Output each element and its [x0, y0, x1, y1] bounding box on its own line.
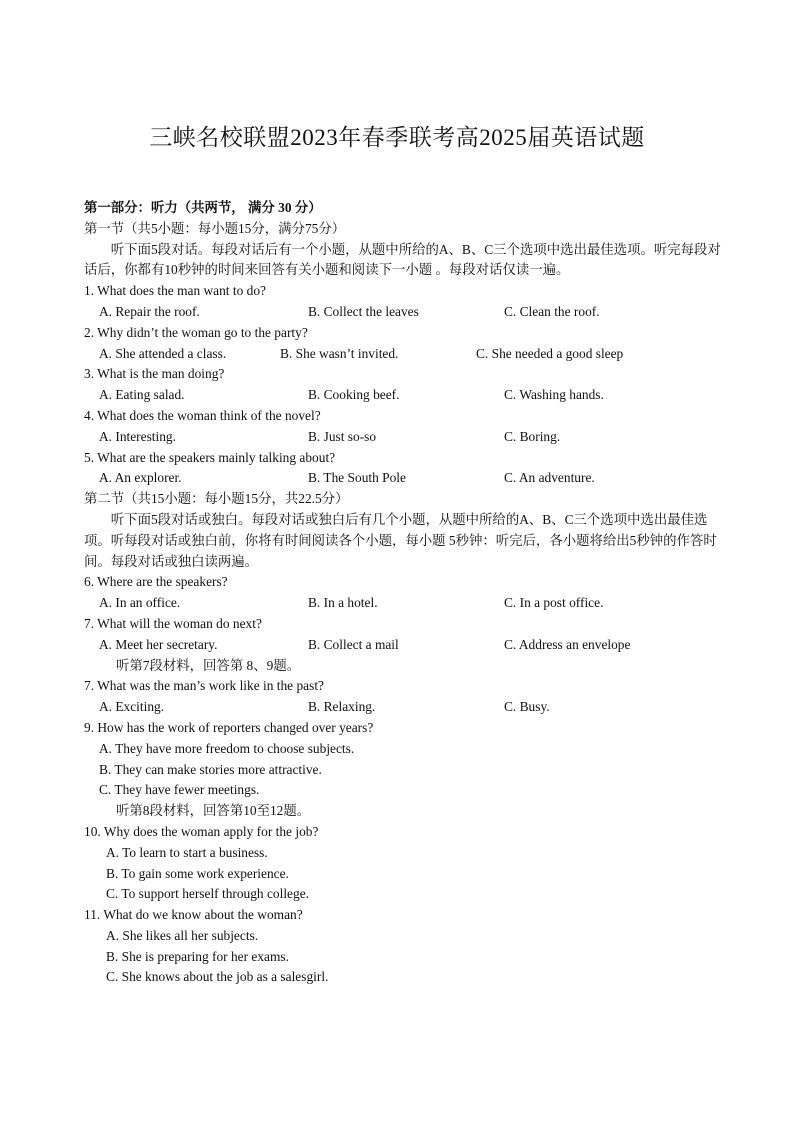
question-11: 11. What do we know about the woman? — [84, 907, 303, 923]
options-1 — [84, 302, 724, 323]
options-5 — [84, 468, 724, 489]
option-b: B. She is preparing for her exams. — [106, 948, 289, 964]
material-note-8: 听第8段材料，回答第10至12题。 — [116, 803, 311, 819]
options-7 — [84, 635, 724, 656]
section2-heading: 第二节（共15小题：每小题15分，共22.5分） — [84, 491, 349, 507]
section1-instructions: 听下面5段对话。每段对话后有一个小题，从题中所给的A、B、C三个选项中选出最佳选项。听完每段对话后，你都有10秒钟的时间来回答有关小题和阅读下一小题 。每段对话仅读一遍。 — [84, 241, 721, 278]
options-8 — [84, 697, 724, 718]
page-title: 三峡名校联盟2023年春季联考高2025届英语试题 — [149, 125, 645, 150]
option-c: C. They have fewer meetings. — [99, 782, 260, 798]
question-10: 10. Why does the woman apply for the job? — [84, 823, 319, 839]
option-c: C. Boring. — [504, 428, 561, 444]
option-b: B. To gain some work experience. — [106, 865, 289, 881]
option-a: A. Eating salad. — [99, 387, 185, 403]
option-b: B. They can make stories more attractive. — [99, 761, 322, 777]
option-c: C. An adventure. — [504, 470, 595, 486]
option-a: A. They have more freedom to choose subjects. — [99, 740, 355, 756]
option-b: B. Just so-so — [308, 428, 377, 444]
material-note-7: 听第7段材料，回答第 8、9题。 — [116, 657, 301, 673]
option-b: B. Collect a mail — [308, 636, 399, 652]
options-4 — [84, 427, 724, 448]
option-c: C. Busy. — [504, 699, 550, 715]
option-b: B. Cooking beef. — [308, 387, 400, 403]
option-a: A. Meet her secretary. — [99, 636, 218, 652]
question-1: 1. What does the man want to do? — [84, 283, 266, 299]
option-c: C. Washing hands. — [504, 387, 604, 403]
question-4: 4. What does the woman think of the novel? — [84, 407, 321, 423]
option-a: A. She attended a class. — [99, 345, 227, 361]
part1-heading: 第一部分：听力（共两节， 满分 30 分） — [84, 200, 322, 215]
exam-content — [84, 198, 724, 988]
option-c: C. She needed a good sleep — [476, 345, 624, 361]
question-6: 6. Where are the speakers? — [84, 574, 228, 590]
option-c: C. In a post office. — [504, 595, 604, 611]
options-3 — [84, 385, 724, 406]
option-a: A. To learn to start a business. — [106, 844, 268, 860]
option-c: C. Address an envelope — [504, 636, 631, 652]
option-c: C. Clean the roof. — [504, 303, 600, 319]
option-b: B. She wasn’t invited. — [280, 345, 399, 361]
option-b: B. Relaxing. — [308, 699, 376, 715]
section2-instructions: 听下面5段对话或独白。每段对话或独白后有几个小题，从题中所给的A、B、C三个选项中选出最佳选项。听每段对话或独白前，你将有时间阅读各个小题，每小题 5秒钟：听完后，各小题将给出5秒钟的作答时间。每段对话或独白读两遍。 — [84, 511, 717, 569]
option-a: A. Repair the roof. — [99, 303, 200, 319]
question-8: 7. What was the man’s work like in the past? — [84, 678, 324, 694]
option-b: B. The South Pole — [308, 470, 406, 486]
question-5: 5. What are the speakers mainly talking about? — [84, 449, 336, 465]
question-2: 2. Why didn’t the woman go to the party? — [84, 324, 308, 340]
options-6 — [84, 593, 724, 614]
option-c: C. To support herself through college. — [106, 886, 309, 902]
option-a: A. An explorer. — [99, 470, 182, 486]
option-a: A. She likes all her subjects. — [106, 927, 259, 943]
option-a: A. In an office. — [99, 595, 181, 611]
option-b: B. In a hotel. — [308, 595, 378, 611]
question-7: 7. What will the woman do next? — [84, 615, 262, 631]
option-b: B. Collect the leaves — [308, 303, 419, 319]
options-2 — [84, 344, 724, 365]
question-9: 9. How has the work of reporters changed over years? — [84, 719, 374, 735]
section1-heading: 第一节（共5小题：每小题15分，满分75分） — [84, 220, 346, 236]
question-3: 3. What is the man doing? — [84, 366, 225, 382]
option-a: A. Interesting. — [99, 428, 176, 444]
option-a: A. Exciting. — [99, 699, 165, 715]
option-c: C. She knows about the job as a salesgirl. — [106, 969, 329, 985]
